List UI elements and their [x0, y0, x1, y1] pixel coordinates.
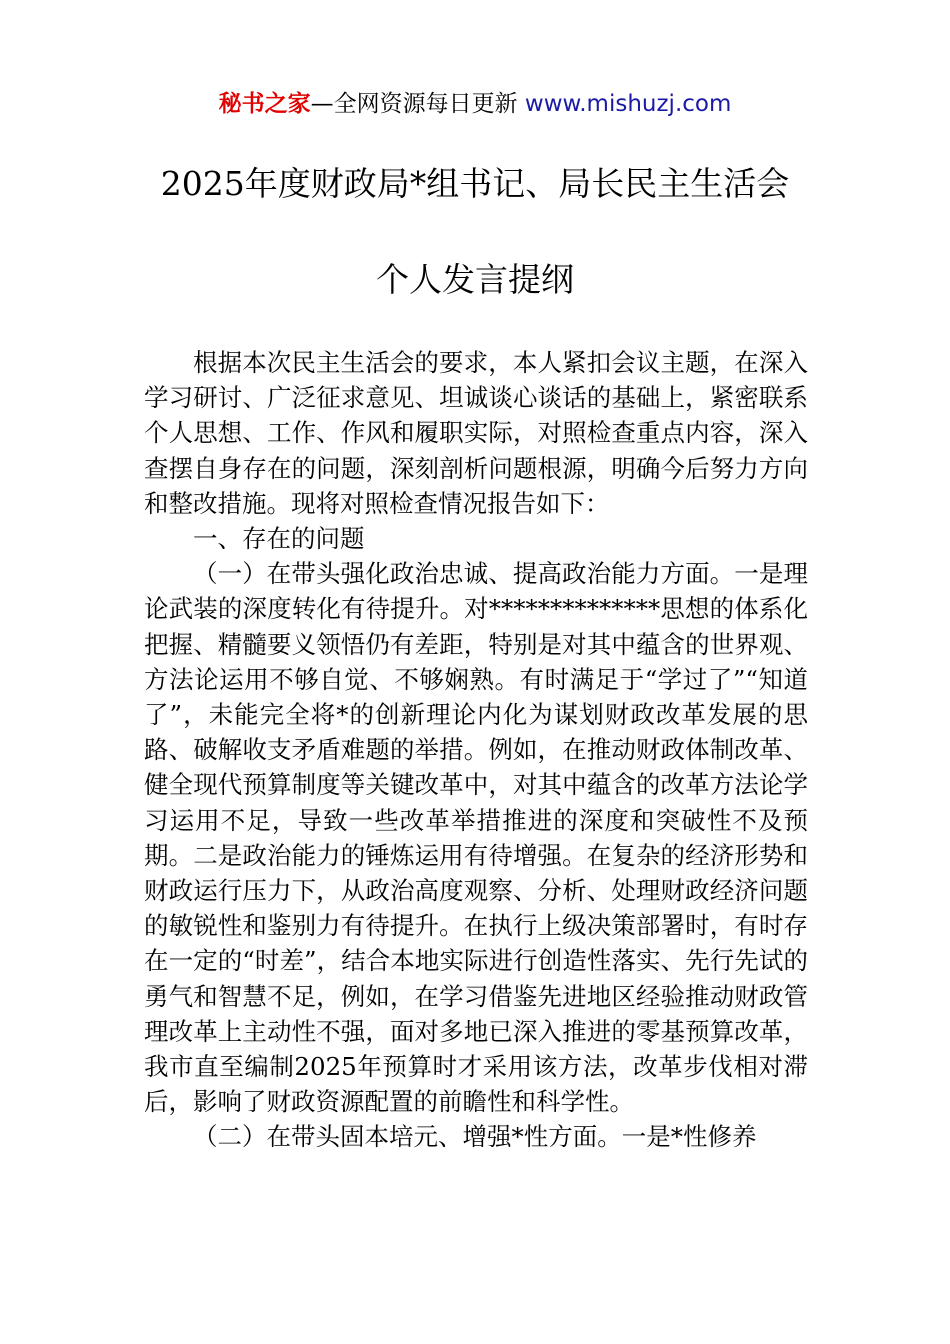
document-title-line-2: 个人发言提纲 [376, 260, 574, 299]
problem-paragraph-1: （一）在带头强化政治忠诚、提高政治能力方面。一是理论武装的深度转化有待提升。对**************思想的体系化把握、精髓要义领悟仍有差距，特别是对其中蕴含的世界观、方法论运用不够自觉、不够娴熟。有时满足于“学过了”“知道了”，未能完全将*的创新理论内化为谋划财政改革发展的思路、破解收支矛盾难题的举措。例如，在推动财政体制改革、健全现代预算制度等关键改革中，对其中蕴含的改革方法论学习运用不足，导致一些改革举措推进的深度和突破性不及预期。二是政治能力的锤炼运用有待增强。在复杂的经济形势和财政运行压力下，从政治高度观察、分析、处理财政经济问题的敏锐性和鉴别力有待提升。在执行上级决策部署时，有时存在一定的“时差”，结合本地实际进行创造性落实、先行先试的勇气和智慧不足，例如，在学习借鉴先进地区经验推动财政管理改革上主动性不强，面对多地已深入推进的零基预算改革，我市直至编制2025年预算时才采用该方法，改革步伐相对滞后，影响了财政资源配置的前瞻性和科学性。 [144, 559, 808, 1117]
brand-name: 秘书之家 [218, 91, 311, 117]
intro-paragraph: 根据本次民主生活会的要求，本人紧扣会议主题，在深入学习研讨、广泛征求意见、坦诚谈心谈话的基础上，紧密联系个人思想、工作、作风和履职实际，对照检查重点内容，深入查摆自身存在的问题，深刻剖析问题根源，明确今后努力方向和整改措施。现将对照检查情况报告如下： [144, 348, 808, 518]
site-header [0, 88, 950, 120]
document-title-line-1: 2025年度财政局*组书记、局长民主生活会 [160, 164, 790, 203]
site-url-link[interactable]: www.mishuzj.com [524, 91, 732, 117]
header-tagline: —全网资源每日更新 [310, 91, 525, 117]
document-body [144, 345, 808, 1155]
problem-paragraph-2: （二）在带头固本培元、增强*性方面。一是*性修养 [193, 1122, 757, 1152]
section-heading: 一、存在的问题 [193, 524, 365, 554]
